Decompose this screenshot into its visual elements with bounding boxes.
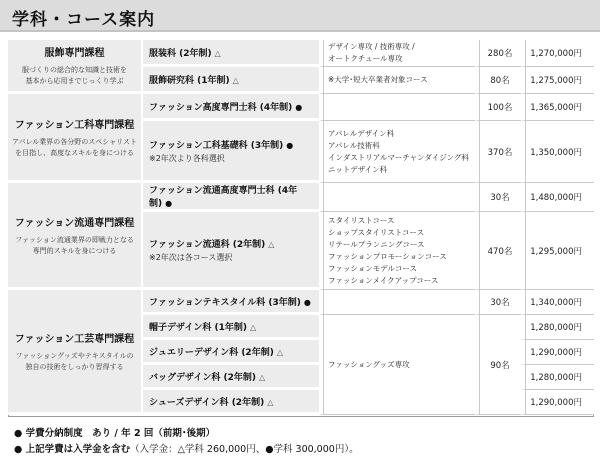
fee-cell: 1,365,000円 bbox=[521, 94, 594, 121]
table-row bbox=[8, 290, 594, 315]
course-name: ファッション高度専門士科 (4年制) bbox=[149, 102, 293, 113]
shared-details: ファッショングッズ専攻 bbox=[319, 315, 475, 415]
fee-cell: 1,280,000円 bbox=[521, 315, 594, 340]
fee-cell: 1,290,000円 bbox=[521, 340, 594, 365]
course-name-cell bbox=[141, 315, 319, 340]
footnotes bbox=[14, 426, 359, 458]
course-name: シューズデザイン科 (2年制) bbox=[149, 397, 265, 408]
table-row bbox=[8, 183, 594, 212]
group-cell bbox=[8, 290, 141, 415]
course-name-cell bbox=[141, 94, 319, 121]
course-name-cell bbox=[141, 121, 319, 183]
group-name: ファッション流通専門課程 bbox=[14, 217, 135, 229]
course-name-cell bbox=[141, 67, 319, 94]
course-name-cell bbox=[141, 183, 319, 212]
course-name: ジュエリーデザイン科 (2年制) bbox=[149, 347, 274, 358]
course-name: バッグデザイン科 (2年制) bbox=[149, 372, 256, 383]
fee-cell: 1,350,000円 bbox=[521, 121, 594, 183]
capacity-cell: 280名 bbox=[475, 40, 521, 67]
capacity-cell: 30名 bbox=[475, 183, 521, 212]
capacity-cell: 80名 bbox=[475, 67, 521, 94]
fee-cell: 1,270,000円 bbox=[521, 40, 594, 67]
page-title: 学科・コース案内 bbox=[12, 10, 156, 30]
course-note: ※2年次は各コース選択 bbox=[149, 252, 233, 262]
course-name: ファッションテキスタイル科 (3年制) bbox=[149, 297, 301, 308]
group-cell bbox=[8, 40, 141, 94]
course-mark: △ bbox=[232, 75, 239, 85]
course-mark: ● bbox=[286, 140, 294, 150]
capacity-cell: 100名 bbox=[475, 94, 521, 121]
table-row bbox=[8, 94, 594, 121]
course-details: デザイン専攻 / 技術専攻 / オートクチュール専攻 bbox=[319, 40, 475, 67]
course-name: 服飾研究科 (1年制) bbox=[149, 75, 230, 86]
course-details bbox=[319, 290, 475, 315]
course-details: スタイリストコース ショップスタイリストコース リテールプランニングコース ファッションプロモーションコース ファッションモデルコース ファッションメイクアップコース bbox=[319, 212, 475, 290]
fee-note bbox=[14, 442, 359, 458]
course-table bbox=[8, 40, 594, 415]
group-cell bbox=[8, 183, 141, 290]
course-name-cell bbox=[141, 290, 319, 315]
course-mark: △ bbox=[267, 397, 274, 407]
capacity-cell: 470名 bbox=[475, 212, 521, 290]
fee-cell: 1,480,000円 bbox=[521, 183, 594, 212]
course-mark: △ bbox=[276, 347, 283, 357]
capacity-cell: 370名 bbox=[475, 121, 521, 183]
course-mark: ● bbox=[165, 199, 173, 208]
fee-cell: 1,275,000円 bbox=[521, 67, 594, 94]
course-details: ※大学･短大卒業者対象コース bbox=[319, 67, 475, 94]
group-name: ファッション工科専門課程 bbox=[14, 119, 135, 131]
course-mark: △ bbox=[268, 239, 275, 249]
capacity-cell: 30名 bbox=[475, 290, 521, 315]
course-name-cell bbox=[141, 390, 319, 415]
course-mark: ● bbox=[303, 297, 311, 307]
course-details: アパレルデザイン科 アパレル技術科 インダストリアルマーチャンダイジング科 ニットデザイン科 bbox=[319, 121, 475, 183]
course-name: ファッション流通高度専門士科 (4年制) bbox=[149, 186, 298, 209]
table-row bbox=[8, 40, 594, 67]
course-name: ファッション工科基礎科 (3年制) bbox=[149, 140, 284, 151]
course-name-cell bbox=[141, 340, 319, 365]
course-note: ※2年次より各科選択 bbox=[149, 153, 225, 163]
course-details bbox=[319, 94, 475, 121]
fee-cell: 1,340,000円 bbox=[521, 290, 594, 315]
course-mark: ● bbox=[295, 102, 303, 112]
title-bar bbox=[0, 0, 600, 32]
shared-capacity: 90名 bbox=[475, 315, 521, 415]
course-name: 服装科 (2年制) bbox=[149, 48, 212, 59]
course-name: ファッション流通科 (2年制) bbox=[149, 239, 266, 250]
group-name: ファッション工芸専門課程 bbox=[14, 333, 135, 345]
course-mark: △ bbox=[214, 48, 221, 58]
course-name: 帽子デザイン科 (1年制) bbox=[149, 322, 247, 333]
group-description: ファッション流通業界の即戦力となる 専門的スキルを身につける bbox=[15, 235, 134, 255]
fee-note-rest: （入学金：△学科 260,000円、●学科 300,000円）。 bbox=[130, 444, 359, 455]
installment-note: ● 学費分納制度 あり / 年 2 回（前期･後期） bbox=[14, 428, 216, 439]
course-name-cell bbox=[141, 212, 319, 290]
group-name: 服飾専門課程 bbox=[44, 48, 105, 59]
course-mark: △ bbox=[250, 322, 257, 332]
fee-cell: 1,280,000円 bbox=[521, 365, 594, 390]
fee-note-bold: ● 上記学費は入学金を含む bbox=[14, 444, 131, 455]
course-name-cell bbox=[141, 40, 319, 67]
course-mark: △ bbox=[259, 372, 266, 382]
group-cell bbox=[8, 94, 141, 183]
course-details bbox=[319, 183, 475, 212]
group-description: アパレル業界の各分野のスペシャリスト を目指し、高度なスキルを身につける bbox=[12, 137, 137, 157]
fee-cell: 1,295,000円 bbox=[521, 212, 594, 290]
course-name-cell bbox=[141, 365, 319, 390]
group-description: ファッショングッズやテキスタイルの 独自の技術をしっかり習得する bbox=[15, 351, 134, 371]
fee-cell: 1,290,000円 bbox=[521, 390, 594, 415]
group-description: 服づくりの総合的な知識と技術を 基本から応用までじっくり学ぶ bbox=[22, 66, 127, 85]
